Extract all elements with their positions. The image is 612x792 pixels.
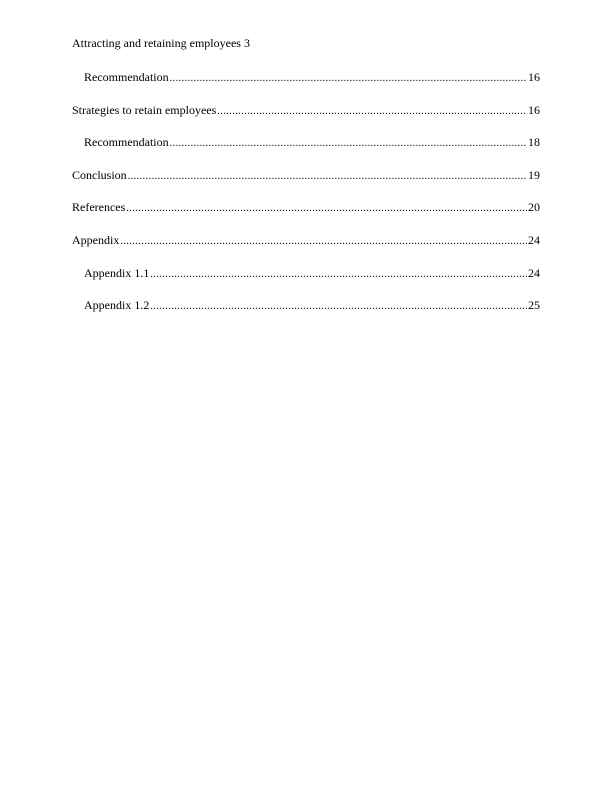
toc-dot-leader — [170, 72, 527, 86]
toc-entry-conclusion — [72, 168, 540, 201]
running-head: Attracting and retaining employees 3 — [72, 36, 250, 50]
toc-dot-leader — [170, 137, 527, 151]
toc-entry-label: References — [72, 200, 126, 215]
toc-entry-label: Recommendation — [84, 135, 169, 150]
toc-entry-label: Appendix 1.1 — [84, 265, 150, 280]
toc-entry-appendix — [72, 233, 540, 266]
toc-dot-leader — [217, 105, 527, 119]
toc-entry-page: 18 — [528, 135, 540, 150]
toc-entry-page: 16 — [528, 102, 540, 117]
toc-entry-label: Recommendation — [84, 70, 169, 84]
toc-entry-recommendation — [72, 135, 540, 168]
toc-entry-page: 16 — [528, 70, 540, 84]
toc-dot-leader — [120, 235, 527, 249]
toc-entry-page: 24 — [528, 232, 540, 247]
toc-entry-strategies-to-retain-employees — [72, 103, 540, 136]
toc-entry-references — [72, 200, 540, 233]
toc-entry-appendix-1-1 — [72, 266, 540, 299]
toc-dot-leader — [150, 268, 527, 282]
toc-dot-leader — [126, 202, 527, 216]
toc-entry-page: 20 — [528, 200, 540, 215]
toc-entry-page: 25 — [528, 298, 540, 313]
toc-entry-page: 24 — [528, 265, 540, 280]
toc-entry-label: Strategies to retain employees — [72, 102, 217, 117]
toc-entry-page: 19 — [528, 167, 540, 182]
toc-entry-recommendation — [72, 70, 540, 103]
toc-entry-label: Appendix 1.2 — [84, 298, 150, 313]
toc-dot-leader — [128, 170, 527, 184]
toc-entry-label: Conclusion — [72, 167, 127, 182]
toc-dot-leader — [150, 300, 527, 314]
toc-entry-appendix-1-2 — [72, 298, 540, 331]
table-of-contents — [72, 70, 540, 331]
toc-entry-label: Appendix — [72, 232, 120, 247]
